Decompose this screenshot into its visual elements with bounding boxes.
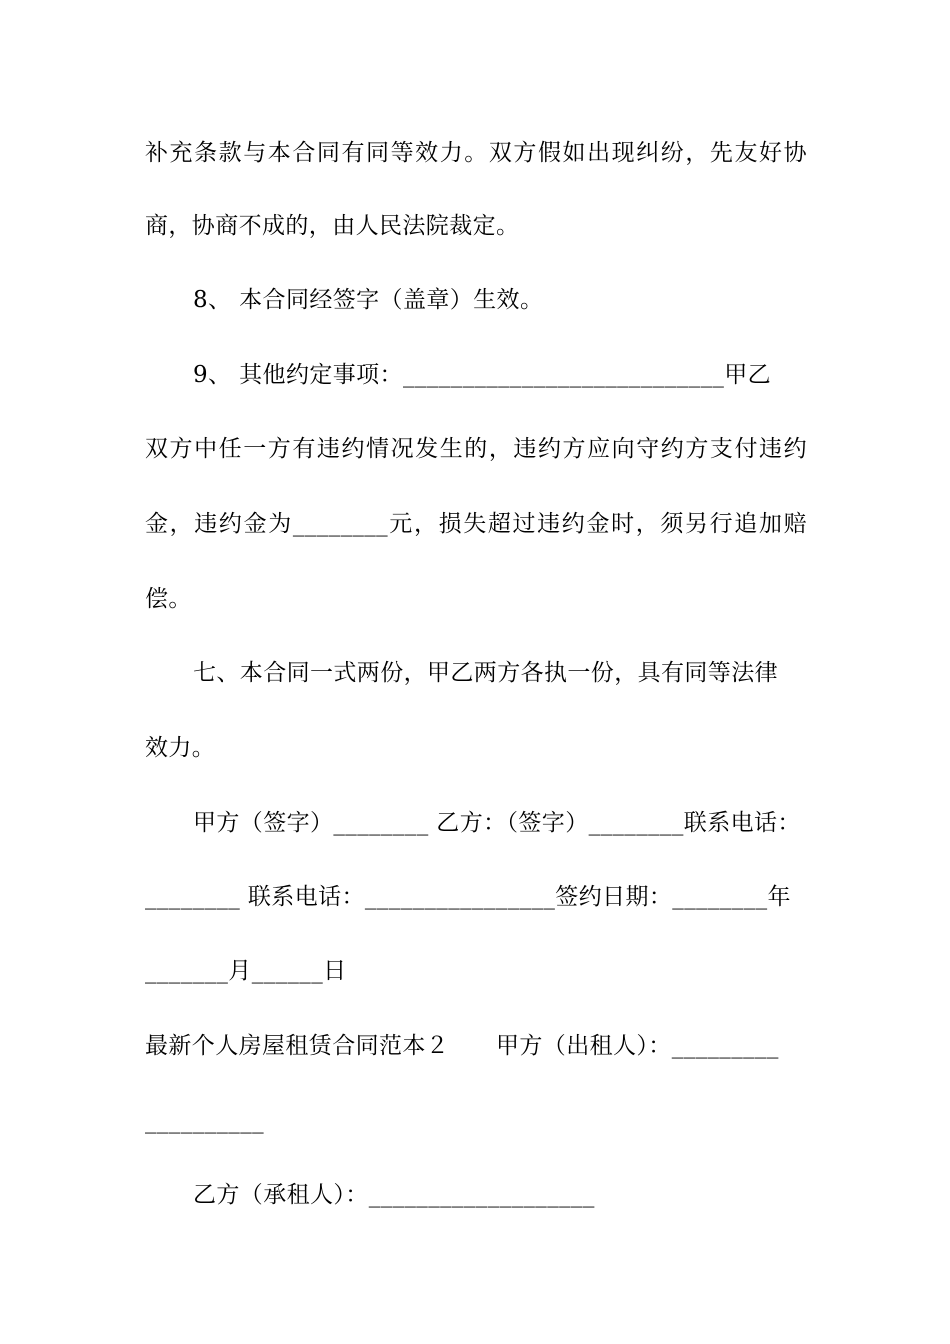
clause-7: 七、本合同一式两份，甲乙两方各执一份，具有同等法律 (193, 660, 778, 686)
paragraph-line-2: 商，协商不成的，由人民法院裁定。 (145, 213, 520, 239)
paragraph-line-6: 金，违约金为________元，损失超过违约金时，须另行追加赔 (145, 511, 807, 537)
signature-line-2: ________ 联系电话：________________签约日期：________年 (145, 884, 791, 910)
blank-line: __________ (145, 1108, 264, 1134)
signature-line-1: 甲方（签字）________ 乙方：（签字）________联系电话： (193, 810, 801, 836)
signature-line-3: _______月______日 (145, 958, 347, 984)
section-title-line: 最新个人房屋租赁合同范本２ 甲方（出租人）：_________ (145, 1033, 779, 1059)
paragraph-line-7: 偿。 (145, 586, 192, 612)
paragraph-line-5: 双方中任一方有违约情况发生的，违约方应向守约方支付违约 (145, 436, 807, 462)
clause-9: 9、 其他约定事项：___________________________甲乙 (193, 362, 772, 388)
clause-8: 8、 本合同经签字（盖章）生效。 (193, 287, 544, 313)
lessee-line: 乙方（承租人）：___________________ (193, 1182, 595, 1208)
paragraph-line-1: 补充条款与本合同有同等效力。双方假如出现纠纷，先友好协 (145, 140, 807, 166)
paragraph-line-9: 效力。 (145, 735, 216, 761)
